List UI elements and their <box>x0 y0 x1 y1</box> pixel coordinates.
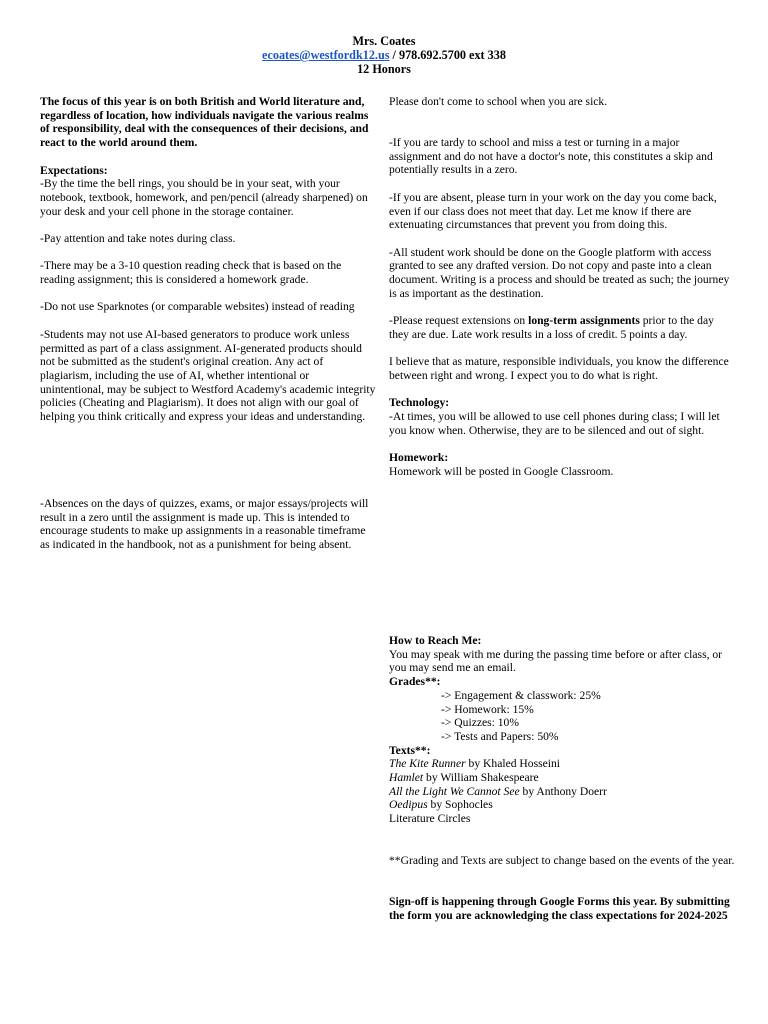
expectation-item: -By the time the bell rings, you should be in your seat, with your notebook, textbook, homework, and pen/pencil (already sharpened) on your desk and your cell phone in the storage container. <box>40 177 368 218</box>
teacher-name: Mrs. Coates <box>352 34 416 48</box>
grade-item: -> Homework: 15% <box>441 702 534 716</box>
expectation-item: -If you are absent, please turn in your work on the day you come back, even if our class does not meet that day. Let me know if there are extenuating circumstances that prevent you from doing this. <box>389 190 717 232</box>
expectation-item: -There may be a 3-10 question reading check that is based on the reading assignment; this is considered a homework grade. <box>40 259 342 287</box>
extension-emphasis: long-term assignments <box>528 314 640 328</box>
texts-heading-line <box>389 744 739 758</box>
email-link[interactable]: ecoates@westfordk12.us <box>262 48 390 62</box>
grade-item: -> Tests and Papers: 50% <box>441 729 559 743</box>
contact-line <box>0 48 768 62</box>
extension-item <box>389 314 734 341</box>
phone-number: / 978.692.5700 ext 338 <box>389 48 506 62</box>
grade-item: -> Quizzes: 10% <box>441 716 520 730</box>
absence-text: -Absences on the days of quizzes, exams, or major essays/projects will result in a zero until the assignment is made up. This is intended to encourage students to make up assignments in a reasonable timeframe as indicated in the handbook, not as a punishment for being absent. <box>40 497 369 552</box>
homework-section <box>389 451 734 478</box>
book-title: Hamlet <box>389 771 424 785</box>
book-author: by Anthony Doerr <box>519 784 607 798</box>
course-title: 12 Honors <box>357 62 411 76</box>
text-item <box>389 798 739 812</box>
text-item-extra: Literature Circles <box>389 812 471 826</box>
extension-text-end: prior to the day they are due. Late work results in a loss of credit. 5 points a day. <box>389 314 714 341</box>
expectation-item: -All student work should be done on the Google platform with access granted to see any drafted version. Do not copy and paste into a clean document. Writing is a process and should be treated as such; the journey is as important as the destination. <box>389 245 730 300</box>
extension-text-start: -Please request extensions on <box>389 314 529 328</box>
intro-paragraph: The focus of this year is on both British and World literature and, regardless of location, how individuals navigate the various realms of responsibility, deal with the consequences of their decisions, and react to the world around them. <box>40 95 369 150</box>
book-title: Oedipus <box>389 798 428 812</box>
technology-text: -At times, you will be allowed to use cell phones during class; I will let you know when. Otherwise, they are to be silenced and out of sight. <box>389 410 720 437</box>
contact-section <box>389 634 739 826</box>
homework-text: Homework will be posted in Google Classroom. <box>389 464 614 478</box>
text-item <box>389 785 739 799</box>
text-item <box>389 757 739 771</box>
left-column <box>40 95 376 437</box>
expectations-section <box>40 164 376 424</box>
grades-marker: **: <box>425 675 441 689</box>
expectation-item: -Pay attention and take notes during class. <box>40 232 236 245</box>
reach-heading: How to Reach Me: <box>389 634 482 647</box>
book-author: by Sophocles <box>427 798 493 812</box>
technology-section <box>389 396 734 437</box>
reach-text: You may speak with me during the passing time before or after class, or you may send me an email. <box>389 647 723 675</box>
absence-paragraph-start <box>40 497 376 552</box>
expectations-heading: Expectations: <box>40 163 108 177</box>
text-item <box>389 771 739 785</box>
grades-heading-line <box>389 675 739 689</box>
absence-text-continued: Please don't come to school when you are sick. <box>389 95 608 109</box>
expectation-item: -Students may not use AI-based generators to produce work unless permitted as part of a class assignment. AI-generated products should not be submitted as the student's original creation. Any act of plagiarism, including the use of AI, whether intentional or unintentional, may be subject to Westford Academy's academic integrity policies (Cheating and Plagiarism). It does not align with our goal of helping you think critically and express your ideas and understanding. <box>40 327 376 424</box>
grade-item: -> Engagement & classwork: 25% <box>441 688 601 702</box>
book-author: by Khaled Hosseini <box>465 757 560 771</box>
technology-heading: Technology: <box>389 396 450 410</box>
book-title: The Kite Runner <box>389 757 466 771</box>
belief-paragraph: I believe that as mature, responsible individuals, you know the difference between right and wrong. I expect you to do what is right. <box>389 355 729 382</box>
footnote: **Grading and Texts are subject to change based on the events of the year. <box>389 854 735 867</box>
homework-heading: Homework: <box>389 451 449 465</box>
book-author: by William Shakespeare <box>423 771 539 785</box>
expectation-item: -Do not use Sparknotes (or comparable websites) instead of reading <box>40 300 355 314</box>
expectation-item: -If you are tardy to school and miss a test or turning in a major assignment and do not have a doctor's note, this constitutes a skip and potentially results in a zero. <box>389 136 713 177</box>
texts-marker: **: <box>414 743 431 757</box>
absence-text-clip-left <box>40 497 376 552</box>
absence-text-clip-right <box>389 95 725 122</box>
document-header <box>0 34 768 76</box>
grades-heading: Grades <box>389 675 426 689</box>
signoff-notice: Sign-off is happening through Google Forms this year. By submitting the form you are acknowledging the class expectations for 2024-2025 <box>389 895 730 922</box>
book-title: All the Light We Cannot See <box>389 784 520 798</box>
right-column <box>389 95 734 492</box>
texts-heading: Texts <box>389 743 415 757</box>
